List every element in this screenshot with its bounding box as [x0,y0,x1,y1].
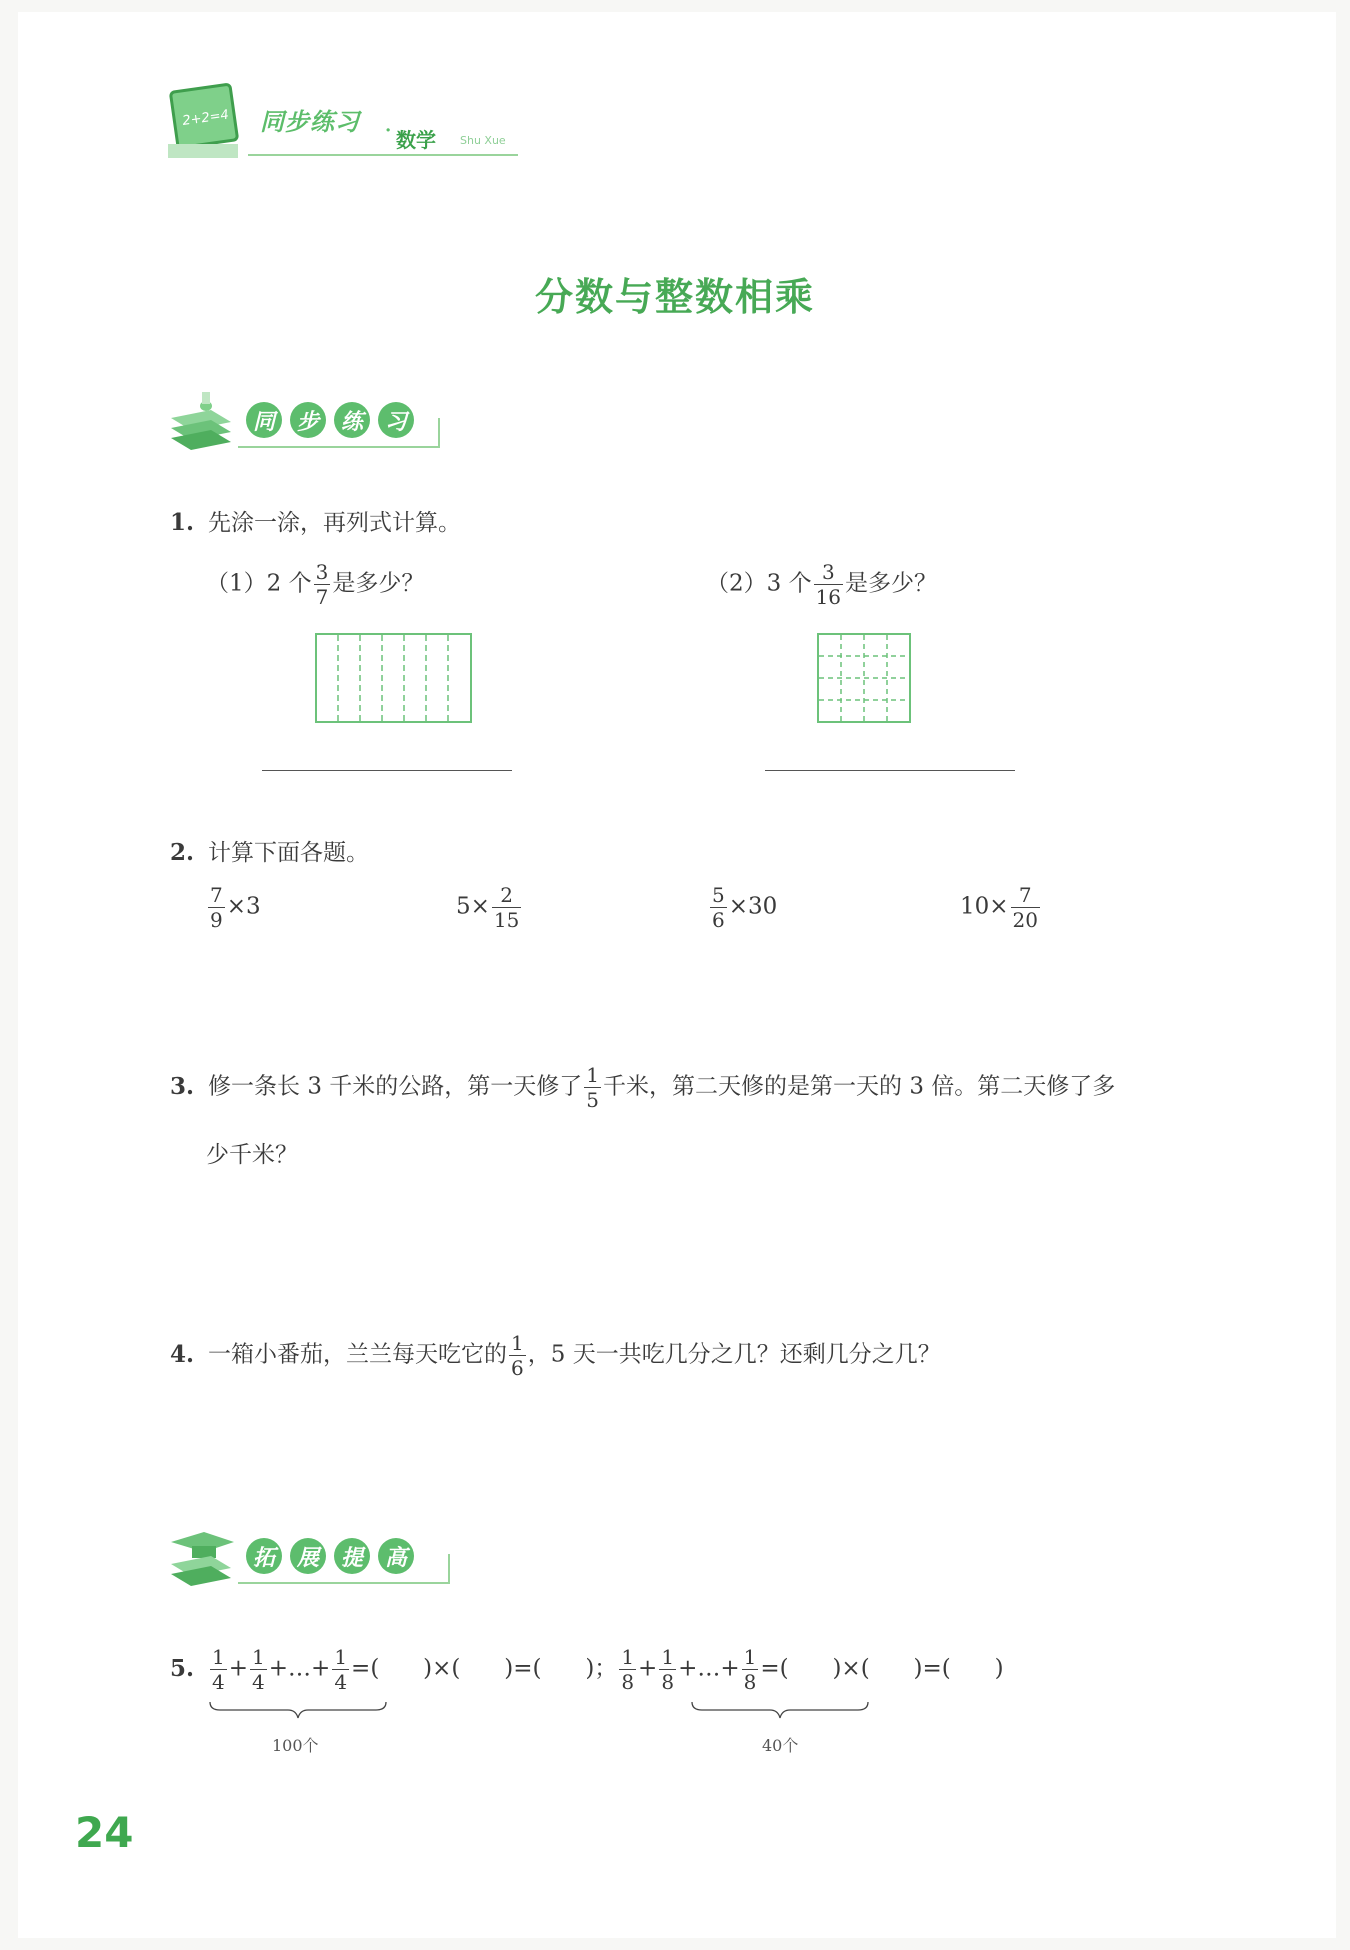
page-number: 24 [75,1808,134,1857]
calc-prefix: 5× [456,893,490,920]
fraction-numerator: 1 [252,1645,265,1669]
answer-line[interactable] [765,770,1015,771]
fraction [814,562,843,607]
fraction [742,1647,759,1692]
fraction-denominator: 6 [511,1356,524,1380]
badge-char: 步 [290,402,326,438]
fraction-grid-sixteenths[interactable] [817,633,911,723]
question-number: 1. [170,509,195,536]
operator: +…+ [678,1655,740,1682]
fraction [1011,885,1040,930]
fraction-denominator: 4 [252,1670,265,1694]
calc-item [960,885,1042,930]
question-number: 4. [170,1340,195,1368]
question-number: 2. [170,839,195,866]
subject-pinyin: Shu Xue [460,134,506,147]
question-1-part-1 [206,562,424,607]
term-count-label: 100个 [272,1736,319,1755]
question-3-continued [206,1140,298,1170]
fraction-numerator: 7 [210,883,223,907]
fraction-denominator: 8 [743,1670,757,1694]
badge-char: 提 [334,1538,370,1574]
badge-text [246,402,414,438]
header-logo [168,80,528,170]
fraction-denominator: 5 [586,1088,600,1112]
question-5 [170,1647,1004,1692]
fraction [509,1333,526,1378]
part-prefix: （2）3 个 [706,570,812,597]
question-2 [170,838,369,868]
fraction-numerator: 7 [1018,883,1032,907]
question-text: 一箱小番茄，兰兰每天吃它的 [208,1341,508,1368]
fraction-numerator: 3 [821,560,835,584]
fraction-denominator: 6 [712,908,725,932]
books-icon [166,388,236,452]
chalkboard-icon [168,80,248,170]
badge-char: 习 [378,402,414,438]
fraction-denominator: 15 [493,908,520,932]
part-suffix: 是多少？ [332,570,425,597]
fraction [210,1647,227,1692]
fraction-denominator: 8 [661,1670,675,1694]
chalkboard-text: 2+2=4 [181,107,230,129]
question-1 [170,508,461,538]
calc-suffix: ×3 [226,893,261,920]
fraction [314,562,331,607]
fraction [659,1647,676,1692]
fraction-denominator: 8 [621,1670,635,1694]
fraction-denominator: 4 [334,1670,348,1694]
question-1-part-2 [706,562,937,607]
calc-item [206,885,261,930]
series-dot: · [385,120,392,141]
fraction-numerator: 3 [315,560,329,584]
fraction-numerator: 1 [334,1645,348,1669]
fraction-grid-sevenths[interactable] [315,633,472,723]
series-name: 同步练习 [260,108,360,136]
question-3 [170,1065,1115,1110]
question-text: 千米，第二天修的是第一天的 3 倍。第二天修了多 [603,1073,1116,1100]
fraction-numerator: 5 [712,883,725,907]
fraction [619,1647,636,1692]
fraction [250,1647,267,1692]
badge-char: 练 [334,402,370,438]
term-count-label: 40个 [762,1736,799,1755]
section-practice-badge [166,388,456,448]
answer-blanks[interactable]: =( )×( )=( ) [760,1655,1004,1682]
section-extend-badge [166,1524,456,1584]
calc-suffix: ×30 [728,893,778,920]
fraction-numerator: 2 [500,883,513,907]
header-underline [248,154,518,156]
fraction-numerator: 1 [661,1645,675,1669]
calc-item [456,885,523,930]
fraction-denominator: 20 [1012,908,1038,932]
question-number: 3. [170,1072,195,1100]
fraction-denominator: 9 [210,908,223,932]
badge-char: 高 [378,1538,414,1574]
question-text: ，5 天一共吃几分之几？还剩几分之几？ [527,1341,941,1368]
question-text: 计算下面各题。 [208,840,370,866]
fraction [332,1647,349,1692]
fraction [710,885,727,930]
question-text: 先涂一涂，再列式计算。 [208,510,462,536]
badge-char: 展 [290,1538,326,1574]
answer-blanks[interactable]: =( )×( )=( )； [351,1655,618,1682]
fraction [492,885,521,930]
graduation-cap-icon [166,1524,236,1588]
fraction-numerator: 1 [212,1645,225,1669]
operator: +…+ [268,1655,331,1682]
part-suffix: 是多少？ [845,570,938,597]
fraction-denominator: 16 [815,585,842,609]
operator: + [638,1655,658,1682]
badge-char: 同 [246,402,282,438]
question-text: 修一条长 3 千米的公路，第一天修了 [208,1073,583,1100]
fraction-numerator: 1 [743,1645,757,1669]
page-title: 分数与整数相乘 [534,275,815,319]
operator: + [228,1655,249,1682]
fraction-numerator: 1 [511,1331,524,1355]
badge-char: 拓 [246,1538,282,1574]
part-prefix: （1）2 个 [206,570,312,597]
calc-item [708,885,777,930]
right-underbrace [690,1700,870,1720]
fraction-denominator: 4 [212,1670,225,1694]
fraction [208,885,225,930]
calc-prefix: 10× [960,893,1009,920]
answer-line[interactable] [262,770,512,771]
fraction [584,1065,601,1110]
badge-text [246,1538,414,1574]
fraction-numerator: 1 [621,1645,635,1669]
left-underbrace [208,1700,388,1720]
question-number: 5. [170,1654,195,1682]
question-4 [170,1333,941,1378]
fraction-denominator: 7 [315,585,329,609]
subject-name: 数学 [396,128,436,152]
fraction-numerator: 1 [586,1063,600,1087]
question-text: 少千米？ [206,1142,298,1168]
